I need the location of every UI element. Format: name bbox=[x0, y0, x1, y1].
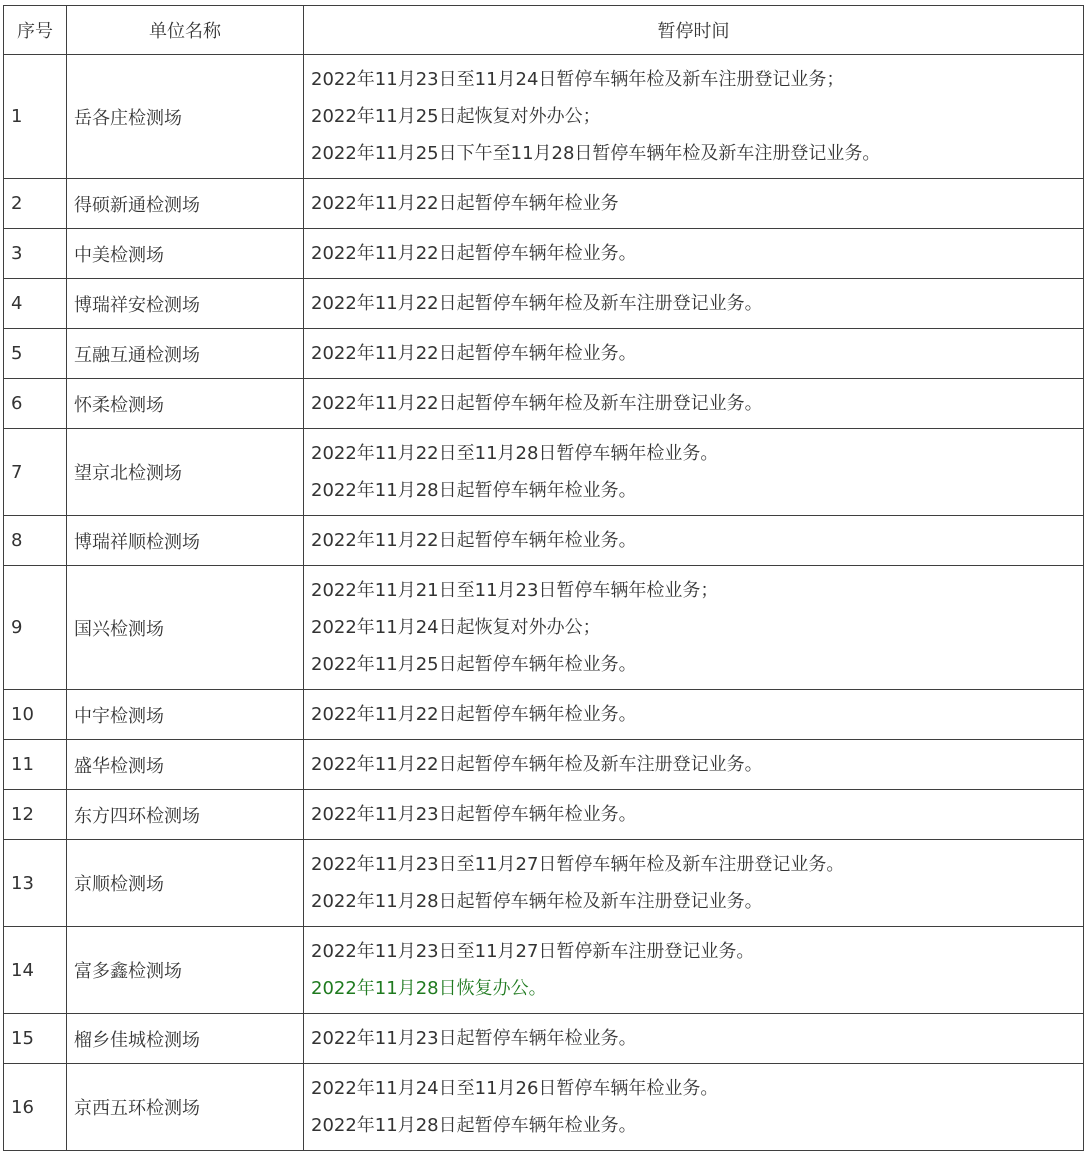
time-line: 2022年11月24日至11月26日暂停车辆年检业务。 bbox=[311, 1078, 719, 1099]
suspension-time bbox=[304, 566, 1084, 690]
row-index: 13 bbox=[4, 840, 67, 927]
row-index: 9 bbox=[4, 566, 67, 690]
table-row bbox=[4, 690, 1084, 740]
table-row bbox=[4, 279, 1084, 329]
station-name: 望京北检测场 bbox=[67, 429, 304, 516]
table-row bbox=[4, 329, 1084, 379]
time-line: 2022年11月24日起恢复对外办公； bbox=[311, 617, 601, 638]
suspension-table bbox=[3, 5, 1084, 1151]
station-name: 东方四环检测场 bbox=[67, 790, 304, 840]
suspension-time bbox=[304, 1014, 1084, 1064]
table-row bbox=[4, 566, 1084, 690]
table-row bbox=[4, 516, 1084, 566]
station-name: 京顺检测场 bbox=[67, 840, 304, 927]
time-line: 2022年11月22日起暂停车辆年检业务。 bbox=[311, 343, 637, 364]
station-name: 富多鑫检测场 bbox=[67, 927, 304, 1014]
time-line: 2022年11月23日至11月27日暂停车辆年检及新车注册登记业务。 bbox=[311, 854, 845, 875]
station-name: 博瑞祥安检测场 bbox=[67, 279, 304, 329]
table-row bbox=[4, 179, 1084, 229]
header-index: 序号 bbox=[4, 6, 67, 55]
suspension-time bbox=[304, 229, 1084, 279]
suspension-time bbox=[304, 790, 1084, 840]
row-index: 4 bbox=[4, 279, 67, 329]
suspension-time bbox=[304, 55, 1084, 179]
row-index: 5 bbox=[4, 329, 67, 379]
suspension-time bbox=[304, 279, 1084, 329]
time-line: 2022年11月22日至11月28日暂停车辆年检业务。 bbox=[311, 443, 719, 464]
time-line: 2022年11月23日起暂停车辆年检业务。 bbox=[311, 804, 637, 825]
suspension-time bbox=[304, 740, 1084, 790]
row-index: 6 bbox=[4, 379, 67, 429]
suspension-time bbox=[304, 690, 1084, 740]
time-line: 2022年11月25日起暂停车辆年检业务。 bbox=[311, 654, 637, 675]
row-index: 7 bbox=[4, 429, 67, 516]
station-name: 互融互通检测场 bbox=[67, 329, 304, 379]
row-index: 16 bbox=[4, 1064, 67, 1151]
suspension-time bbox=[304, 379, 1084, 429]
time-line: 2022年11月28日起暂停车辆年检业务。 bbox=[311, 1115, 637, 1136]
table-row bbox=[4, 379, 1084, 429]
time-line-highlighted: 2022年11月28日恢复办公。 bbox=[311, 978, 547, 999]
station-name: 盛华检测场 bbox=[67, 740, 304, 790]
table-row bbox=[4, 1014, 1084, 1064]
suspension-time bbox=[304, 840, 1084, 927]
suspension-time bbox=[304, 927, 1084, 1014]
row-index: 10 bbox=[4, 690, 67, 740]
time-line: 2022年11月28日起暂停车辆年检业务。 bbox=[311, 480, 637, 501]
row-index: 15 bbox=[4, 1014, 67, 1064]
station-name: 岳各庄检测场 bbox=[67, 55, 304, 179]
station-name: 榴乡佳城检测场 bbox=[67, 1014, 304, 1064]
table-row bbox=[4, 740, 1084, 790]
row-index: 8 bbox=[4, 516, 67, 566]
time-line: 2022年11月22日起暂停车辆年检业务。 bbox=[311, 704, 637, 725]
table-row bbox=[4, 1064, 1084, 1151]
station-name: 国兴检测场 bbox=[67, 566, 304, 690]
station-name: 中美检测场 bbox=[67, 229, 304, 279]
row-index: 12 bbox=[4, 790, 67, 840]
suspension-time bbox=[304, 516, 1084, 566]
table-row bbox=[4, 840, 1084, 927]
table-header-row bbox=[4, 6, 1084, 55]
station-name: 京西五环检测场 bbox=[67, 1064, 304, 1151]
row-index: 1 bbox=[4, 55, 67, 179]
table-row bbox=[4, 55, 1084, 179]
row-index: 14 bbox=[4, 927, 67, 1014]
header-suspension-time: 暂停时间 bbox=[304, 6, 1084, 55]
table-row bbox=[4, 927, 1084, 1014]
time-line: 2022年11月22日起暂停车辆年检业务。 bbox=[311, 243, 637, 264]
suspension-time bbox=[304, 1064, 1084, 1151]
station-name: 得硕新通检测场 bbox=[67, 179, 304, 229]
time-line: 2022年11月23日至11月24日暂停车辆年检及新车注册登记业务； bbox=[311, 69, 845, 90]
suspension-time bbox=[304, 179, 1084, 229]
table-row bbox=[4, 229, 1084, 279]
time-line: 2022年11月22日起暂停车辆年检及新车注册登记业务。 bbox=[311, 293, 763, 314]
row-index: 3 bbox=[4, 229, 67, 279]
time-line: 2022年11月22日起暂停车辆年检及新车注册登记业务。 bbox=[311, 393, 763, 414]
time-line: 2022年11月22日起暂停车辆年检业务 bbox=[311, 193, 619, 214]
time-line: 2022年11月22日起暂停车辆年检业务。 bbox=[311, 530, 637, 551]
time-line: 2022年11月22日起暂停车辆年检及新车注册登记业务。 bbox=[311, 754, 763, 775]
time-line: 2022年11月25日起恢复对外办公； bbox=[311, 106, 601, 127]
header-station-name: 单位名称 bbox=[67, 6, 304, 55]
station-name: 怀柔检测场 bbox=[67, 379, 304, 429]
time-line: 2022年11月23日起暂停车辆年检业务。 bbox=[311, 1028, 637, 1049]
station-name: 中宇检测场 bbox=[67, 690, 304, 740]
table-row bbox=[4, 790, 1084, 840]
suspension-time bbox=[304, 429, 1084, 516]
row-index: 2 bbox=[4, 179, 67, 229]
time-line: 2022年11月21日至11月23日暂停车辆年检业务； bbox=[311, 580, 719, 601]
table-row bbox=[4, 429, 1084, 516]
time-line: 2022年11月25日下午至11月28日暂停车辆年检及新车注册登记业务。 bbox=[311, 143, 881, 164]
suspension-time bbox=[304, 329, 1084, 379]
time-line: 2022年11月28日起暂停车辆年检及新车注册登记业务。 bbox=[311, 891, 763, 912]
time-line: 2022年11月23日至11月27日暂停新车注册登记业务。 bbox=[311, 941, 755, 962]
station-name: 博瑞祥顺检测场 bbox=[67, 516, 304, 566]
row-index: 11 bbox=[4, 740, 67, 790]
